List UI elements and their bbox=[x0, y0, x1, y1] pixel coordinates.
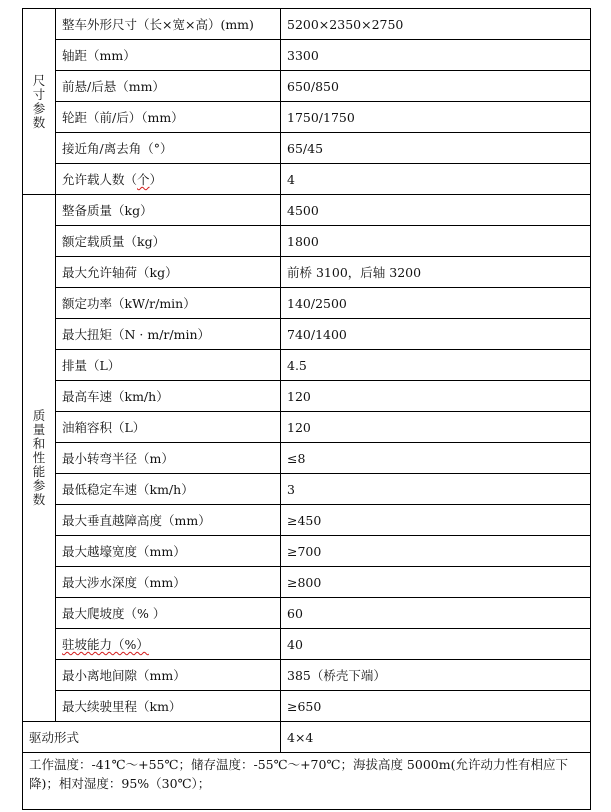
param-name: 最大越壕宽度（mm） bbox=[56, 536, 281, 567]
environment-conditions-note: 工作温度：-41℃～+55℃；储存温度：-55℃～+70℃；海拔高度 5000m(允许动力性有相应下降)；相对湿度：95%（30℃）； bbox=[23, 753, 591, 810]
param-name-part: ） bbox=[149, 172, 163, 187]
param-value: ≥800 bbox=[281, 567, 591, 598]
param-name: 最大扭矩（N · m/r/min） bbox=[56, 319, 281, 350]
drive-type-value: 4×4 bbox=[281, 722, 591, 753]
table-row bbox=[23, 691, 591, 722]
param-value: 385（桥壳下端） bbox=[281, 660, 591, 691]
param-name: 接近角/离去角（°） bbox=[56, 133, 281, 164]
param-value: 1800 bbox=[281, 226, 591, 257]
table-row bbox=[23, 443, 591, 474]
param-value: 65/45 bbox=[281, 133, 591, 164]
param-name: 额定功率（kW/r/min） bbox=[56, 288, 281, 319]
table-row bbox=[23, 195, 591, 226]
table-row bbox=[23, 567, 591, 598]
param-name: 最小离地间隙（mm） bbox=[56, 660, 281, 691]
param-value: 3 bbox=[281, 474, 591, 505]
table-row bbox=[23, 536, 591, 567]
table-row bbox=[23, 753, 591, 810]
param-name: 整车外形尺寸（长×宽×高）(mm) bbox=[56, 9, 281, 40]
table-row bbox=[23, 164, 591, 195]
table-row bbox=[23, 474, 591, 505]
param-value: 前桥 3100，后轴 3200 bbox=[281, 257, 591, 288]
param-value: 40 bbox=[281, 629, 591, 660]
param-value: ≥700 bbox=[281, 536, 591, 567]
table-row bbox=[23, 722, 591, 753]
param-name: 油箱容积（L） bbox=[56, 412, 281, 443]
param-name: 轴距（mm） bbox=[56, 40, 281, 71]
param-value: 140/2500 bbox=[281, 288, 591, 319]
table-row bbox=[23, 319, 591, 350]
vehicle-spec-table bbox=[22, 8, 591, 810]
param-name: 前悬/后悬（mm） bbox=[56, 71, 281, 102]
param-name: 最大垂直越障高度（mm） bbox=[56, 505, 281, 536]
table-row bbox=[23, 381, 591, 412]
param-value: 4.5 bbox=[281, 350, 591, 381]
param-value: ≥650 bbox=[281, 691, 591, 722]
param-name: 轮距（前/后）（mm） bbox=[56, 102, 281, 133]
param-name: 最大允许轴荷（kg） bbox=[56, 257, 281, 288]
param-name: 最低稳定车速（km/h） bbox=[56, 474, 281, 505]
param-value: 60 bbox=[281, 598, 591, 629]
table-row bbox=[23, 71, 591, 102]
param-name: 最大爬坡度（% ） bbox=[56, 598, 281, 629]
drive-type-label: 驱动形式 bbox=[23, 722, 281, 753]
table-row bbox=[23, 257, 591, 288]
table-row bbox=[23, 505, 591, 536]
table-row bbox=[23, 660, 591, 691]
spellcheck-marked-text: 驻坡能力（%） bbox=[62, 637, 149, 652]
table-row bbox=[23, 9, 591, 40]
param-name: 排量（L） bbox=[56, 350, 281, 381]
param-name: 整备质量（kg） bbox=[56, 195, 281, 226]
param-name: 最高车速（km/h） bbox=[56, 381, 281, 412]
param-value: 650/850 bbox=[281, 71, 591, 102]
table-row bbox=[23, 412, 591, 443]
param-value: 120 bbox=[281, 412, 591, 443]
table-row bbox=[23, 226, 591, 257]
param-value: 3300 bbox=[281, 40, 591, 71]
table-row bbox=[23, 102, 591, 133]
table-row bbox=[23, 350, 591, 381]
param-name: 最小转弯半径（m） bbox=[56, 443, 281, 474]
spellcheck-marked-text: 个 bbox=[137, 172, 150, 187]
param-value: 4500 bbox=[281, 195, 591, 226]
param-name bbox=[56, 629, 281, 660]
param-name bbox=[56, 164, 281, 195]
table-row bbox=[23, 40, 591, 71]
param-value: 5200×2350×2750 bbox=[281, 9, 591, 40]
table-row bbox=[23, 133, 591, 164]
param-name-part: 允许载人数（ bbox=[62, 172, 138, 187]
table-row bbox=[23, 598, 591, 629]
table-row bbox=[23, 629, 591, 660]
group-label-performance: 质量和性能参数 bbox=[23, 195, 56, 722]
param-name: 最大涉水深度（mm） bbox=[56, 567, 281, 598]
param-value: ≤8 bbox=[281, 443, 591, 474]
param-value: ≥450 bbox=[281, 505, 591, 536]
param-value: 120 bbox=[281, 381, 591, 412]
table-row bbox=[23, 288, 591, 319]
param-value: 4 bbox=[281, 164, 591, 195]
param-value: 740/1400 bbox=[281, 319, 591, 350]
param-name: 最大续驶里程（km） bbox=[56, 691, 281, 722]
param-value: 1750/1750 bbox=[281, 102, 591, 133]
param-name: 额定载质量（kg） bbox=[56, 226, 281, 257]
group-label-size: 尺寸参数 bbox=[23, 9, 56, 195]
